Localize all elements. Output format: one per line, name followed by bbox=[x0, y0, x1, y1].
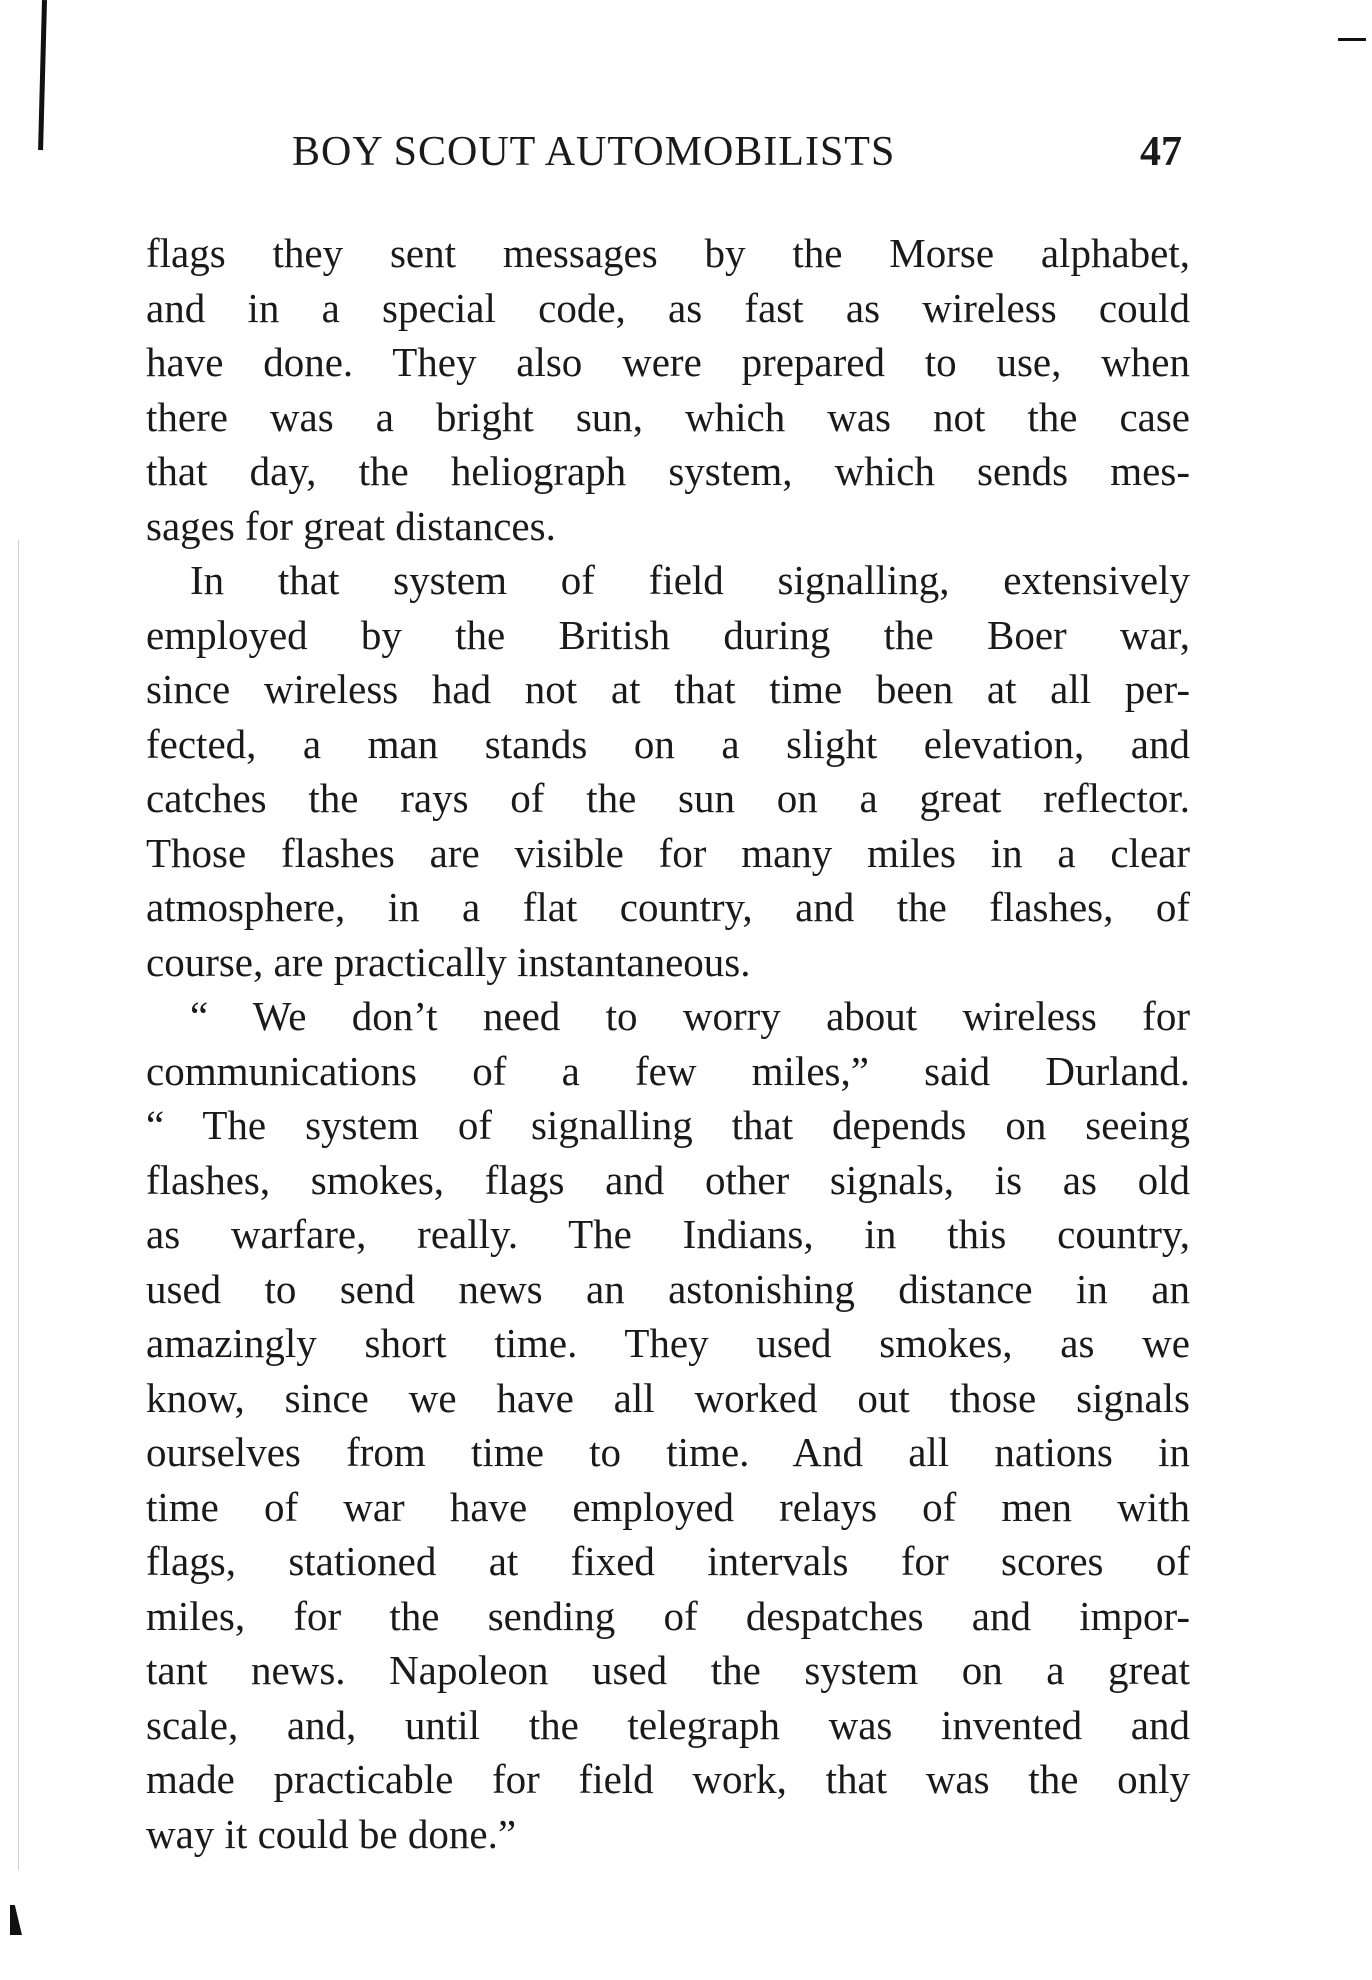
running-title: BOY SCOUT AUTOMOBILISTS bbox=[292, 129, 896, 175]
text-line: amazingly short time. They used smokes, as we bbox=[146, 1320, 1190, 1366]
text-line: flashes, smokes, flags and other signals, is as old bbox=[146, 1156, 1190, 1203]
text-line: tant news. Napoleon used the system on a great bbox=[146, 1647, 1190, 1693]
text-line: employed by the British during the Boer war, bbox=[146, 611, 1190, 658]
text-line: miles, for the sending of despatches and impor- bbox=[146, 1592, 1190, 1639]
text-line: that day, the heliograph system, which sends mes- bbox=[146, 448, 1190, 494]
text-line: communications of a few miles,” said Durland. bbox=[146, 1047, 1190, 1094]
text-line: Those flashes are visible for many miles in a clear bbox=[146, 829, 1190, 876]
text-line: ourselves from time to time. And all nations in bbox=[146, 1429, 1190, 1475]
text-line: fected, a man stands on a slight elevation, and bbox=[146, 720, 1190, 767]
running-header bbox=[292, 128, 1182, 188]
text-line: and in a special code, as fast as wireless could bbox=[146, 284, 1190, 331]
text-line: flags, stationed at fixed intervals for scores of bbox=[146, 1538, 1190, 1584]
text-line: know, since we have all worked out those signals bbox=[146, 1374, 1190, 1421]
text-line: sages for great distances. bbox=[146, 502, 556, 549]
text-line: time of war have employed relays of men with bbox=[146, 1483, 1190, 1530]
text-line: course, are practically instantaneous. bbox=[146, 938, 751, 985]
margin-scan-mark-bottom bbox=[10, 1905, 22, 1935]
margin-scan-line bbox=[18, 540, 19, 1870]
text-line: catches the rays of the sun on a great reflector. bbox=[146, 775, 1190, 821]
text-line: used to send news an astonishing distance in an bbox=[146, 1265, 1190, 1312]
text-line: atmosphere, in a flat country, and the flashes, of bbox=[146, 884, 1190, 930]
text-line: have done. They also were prepared to use, when bbox=[146, 339, 1190, 385]
text-line: “ We don’t need to worry about wireless for bbox=[190, 993, 1190, 1039]
text-line: as warfare, really. The Indians, in this country, bbox=[146, 1211, 1190, 1257]
margin-scan-mark-top bbox=[38, 0, 47, 150]
text-line: since wireless had not at that time been at all per- bbox=[146, 666, 1190, 712]
text-line: “ The system of signalling that depends on seeing bbox=[146, 1102, 1190, 1148]
text-line: In that system of field signalling, extensively bbox=[190, 557, 1190, 603]
text-line: there was a bright sun, which was not the case bbox=[146, 393, 1190, 440]
page-number: 47 bbox=[1140, 129, 1182, 175]
text-line: flags they sent messages by the Morse alphabet, bbox=[146, 230, 1190, 276]
body-text bbox=[146, 226, 1190, 1861]
text-line: way it could be done.” bbox=[146, 1810, 517, 1857]
text-line: made practicable for field work, that was the only bbox=[146, 1756, 1190, 1802]
corner-scan-mark bbox=[1338, 38, 1366, 41]
text-line: scale, and, until the telegraph was invented and bbox=[146, 1701, 1190, 1748]
